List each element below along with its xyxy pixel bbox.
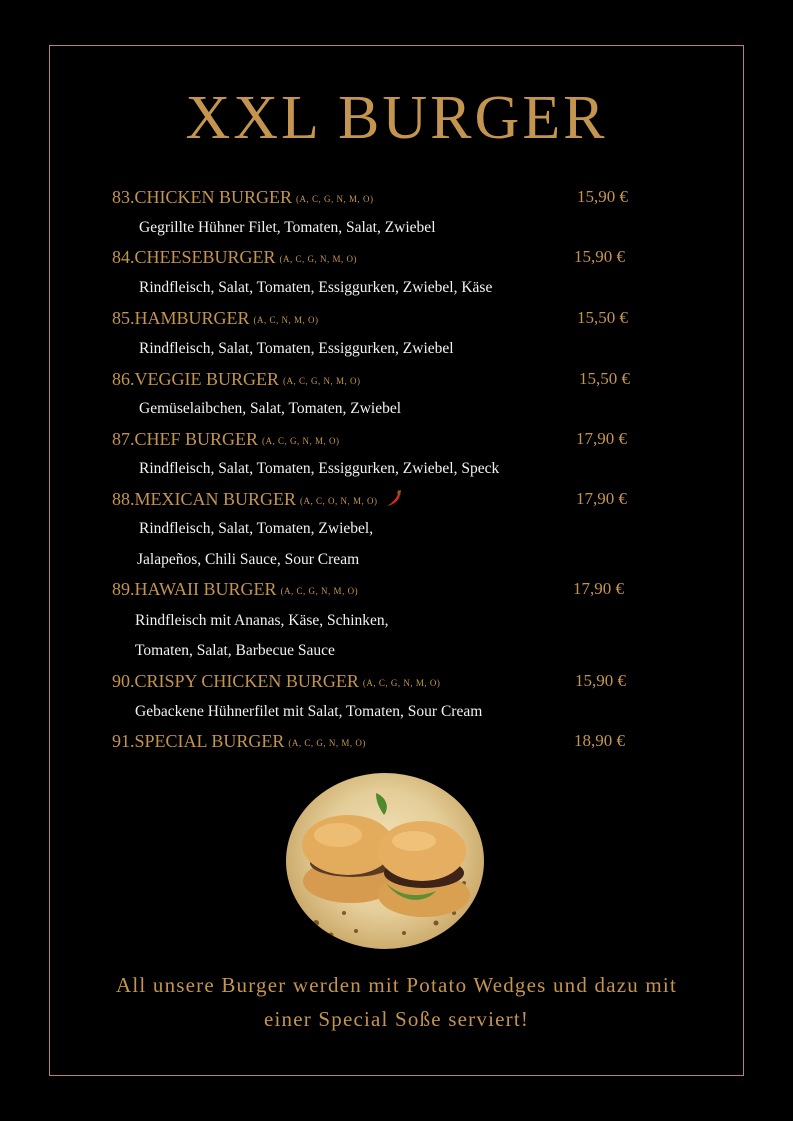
menu-item-description: Rindfleisch, Salat, Tomaten, Essiggurken, Zwiebel, Speck [139,460,500,477]
menu-item-description: Gebackene Hühnerfilet mit Salat, Tomaten, Sour Cream [135,703,483,720]
footer-line: einer Special Soße serviert! [263,1007,530,1031]
menu-item-price: 18,90 € [574,731,625,750]
allergen-codes: (A, C, G, N, M, O) [283,376,361,386]
menu-item-description: Rindfleisch, Salat, Tomaten, Essiggurken, Zwiebel, Käse [139,279,493,296]
menu-item-name: 91.SPECIAL BURGER (A, C, G, N, M, O) [112,731,366,751]
allergen-codes: (A, C, G, N, M, O) [296,194,374,204]
menu-item-description: Jalapeños, Chili Sauce, Sour Cream [137,551,360,568]
allergen-codes: (A, C, G, N, M, O) [288,738,366,748]
menu-item-name: 87.CHEF BURGER (A, C, G, N, M, O) [112,429,340,449]
menu-item-name: 89.HAWAII BURGER (A, C, G, N, M, O) [112,579,359,599]
allergen-codes: (A, C, G, N, M, O) [280,586,359,596]
menu-item-name: 83.CHICKEN BURGER (A, C, G, N, M, O) [112,187,374,207]
menu-item-price: 15,50 € [579,369,630,388]
allergen-codes: (A, C, N, M, O) [253,315,319,325]
allergen-codes: (A, C, G, N, M, O) [362,678,441,688]
menu-item-description: Rindfleisch, Salat, Tomaten, Zwiebel, [139,520,374,537]
allergen-codes: (A, C, O, N, M, O) [300,496,378,506]
allergen-codes: (A, C, G, N, M, O) [279,254,358,264]
menu-item-price: 17,90 € [573,579,624,598]
menu-item-description: Rindfleisch mit Ananas, Käse, Schinken, [135,612,389,629]
menu-item-price: 15,50 € [577,308,628,327]
burger-photo [286,773,484,949]
menu-item-name: 88.MEXICAN BURGER (A, C, O, N, M, O) [112,488,402,512]
footer-line: All unsere Burger werden mit Potato Wedges und dazu mit [115,973,678,997]
page-title: XXL BURGER [185,84,608,152]
menu-item-name: 90.CRISPY CHICKEN BURGER (A, C, G, N, M, O) [112,671,441,691]
menu-item-price: 17,90 € [576,429,627,448]
menu-item-price: 17,90 € [576,489,627,508]
menu-item-description: Gemüselaibchen, Salat, Tomaten, Zwiebel [139,400,402,417]
menu-item-description: Tomaten, Salat, Barbecue Sauce [135,642,335,659]
footer-note [0,968,793,1036]
chili-pepper-icon [386,489,402,512]
allergen-codes: (A, C, G, N, M, O) [262,436,340,446]
menu-item-price: 15,90 € [574,247,625,266]
menu-item-name: 84.CHEESEBURGER (A, C, G, N, M, O) [112,247,358,267]
menu-item-price: 15,90 € [577,187,628,206]
menu-item-price: 15,90 € [575,671,626,690]
menu-item-name: 85.HAMBURGER (A, C, N, M, O) [112,308,319,328]
menu-item-name: 86.VEGGIE BURGER (A, C, G, N, M, O) [112,369,361,389]
menu-item-description: Rindfleisch, Salat, Tomaten, Essiggurken, Zwiebel [139,340,454,357]
menu-item-description: Gegrillte Hühner Filet, Tomaten, Salat, Zwiebel [139,219,436,236]
